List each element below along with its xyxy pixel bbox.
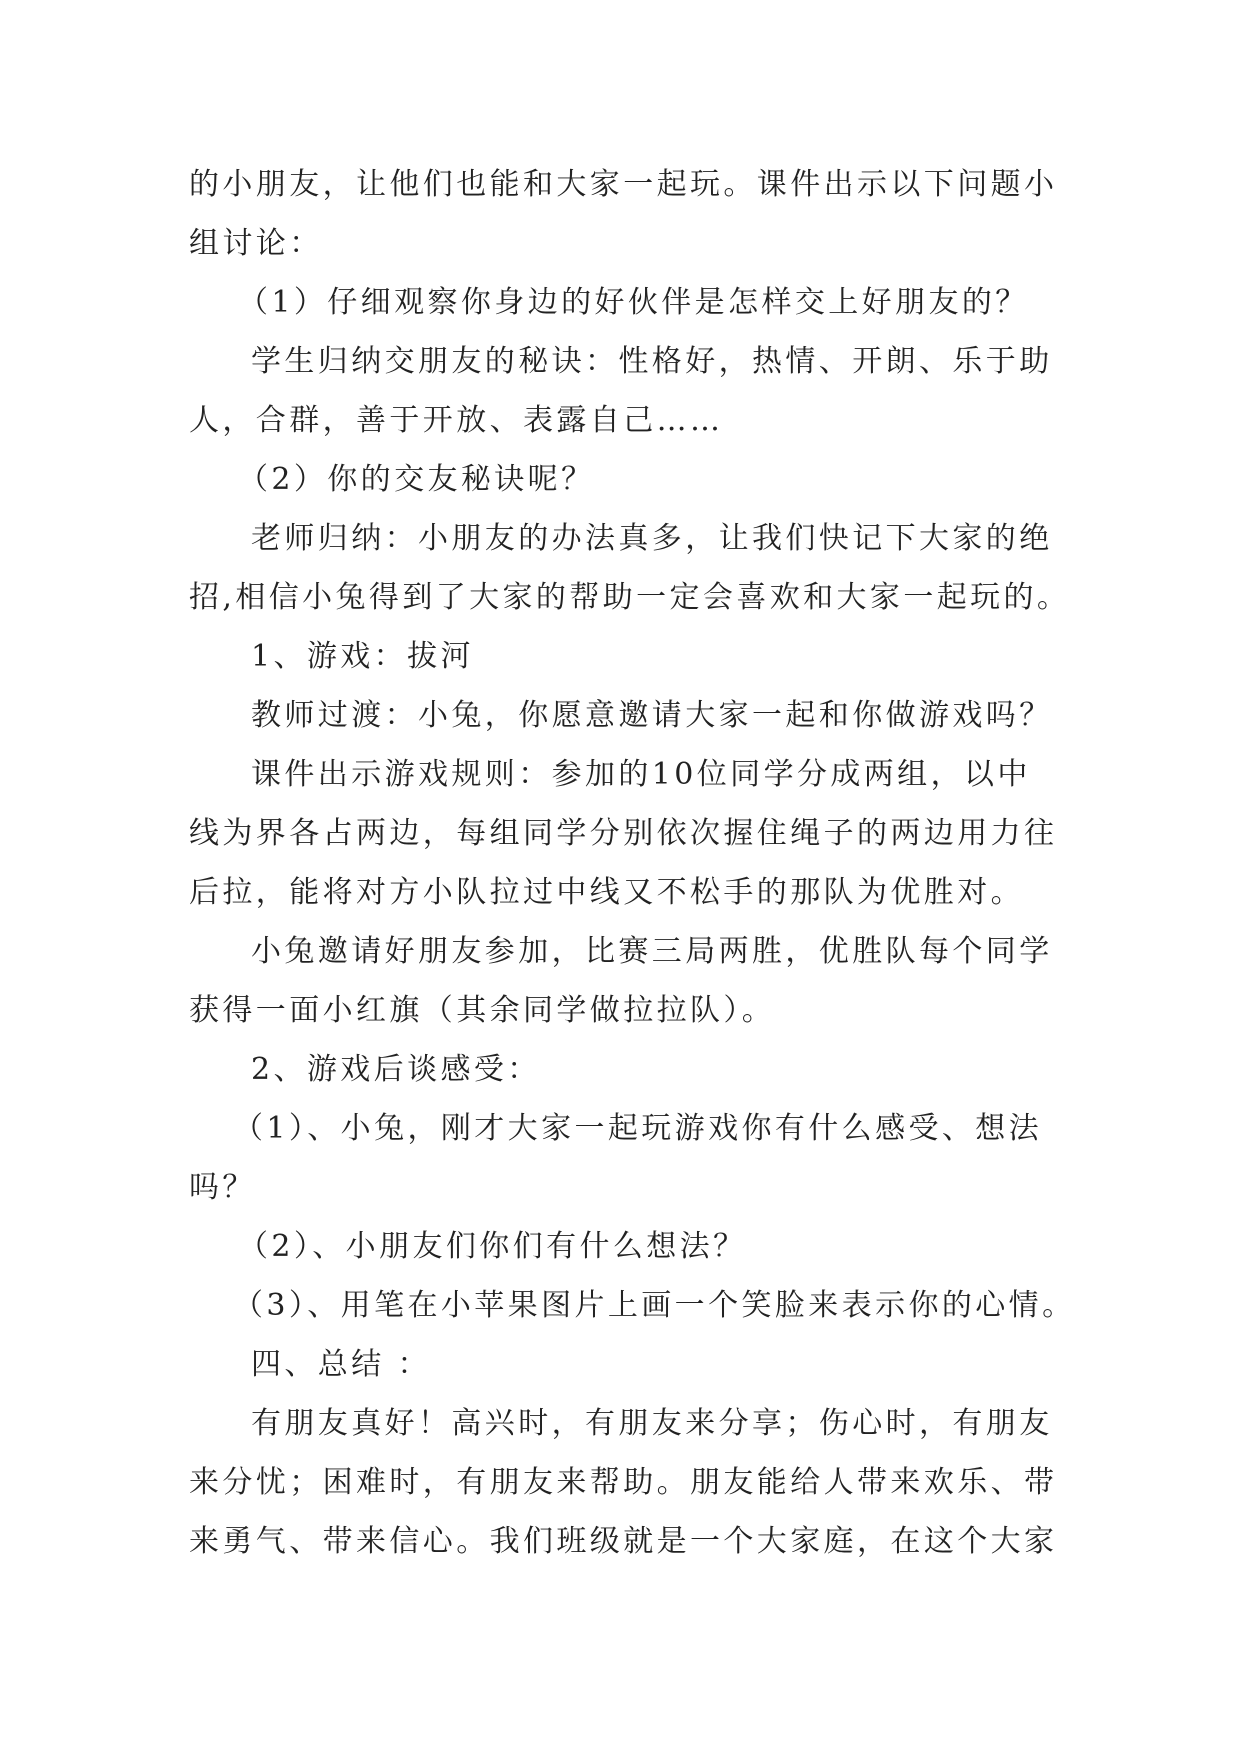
text-line-14: 小兔邀请好朋友参加，比赛三局两胜，优胜队每个同学 xyxy=(251,934,1053,969)
text-line-20: （3）、用笔在小苹果图片上画一个笑脸来表示你的心情。 xyxy=(233,1288,1076,1323)
text-line-4: 学生归纳交朋友的秘诀：性格好，热情、开朗、乐于助 xyxy=(251,344,1053,379)
text-line-18: 吗？ xyxy=(189,1170,256,1205)
text-line-9: 1、游戏：拔河 xyxy=(251,639,474,674)
text-line-24: 来勇气、带来信心。我们班级就是一个大家庭，在这个大家 xyxy=(189,1524,1058,1559)
text-line-16: 2、游戏后谈感受： xyxy=(251,1052,541,1087)
text-line-6: （2）你的交友秘诀呢？ xyxy=(238,462,595,497)
text-line-1: 的小朋友，让他们也能和大家一起玩。课件出示以下问题小 xyxy=(189,167,1058,202)
text-line-17: （1）、小兔，刚才大家一起玩游戏你有什么感受、想法 xyxy=(233,1111,1043,1146)
text-line-21: 四、总结 ： xyxy=(251,1347,431,1382)
text-line-10: 教师过渡：小兔，你愿意邀请大家一起和你做游戏吗？ xyxy=(251,698,1053,733)
text-line-13: 后拉，能将对方小队拉过中线又不松手的那队为优胜对。 xyxy=(189,875,1024,910)
text-line-8: 招,相信小兔得到了大家的帮助一定会喜欢和大家一起玩的。 xyxy=(189,580,1071,615)
text-line-15: 获得一面小红旗（其余同学做拉拉队）。 xyxy=(189,993,776,1028)
document-body xyxy=(189,155,1076,1571)
text-line-11: 课件出示游戏规则：参加的10位同学分成两组，以中 xyxy=(251,757,1031,792)
text-line-2: 组讨论： xyxy=(189,226,323,261)
text-line-3: （1）仔细观察你身边的好伙伴是怎样交上好朋友的？ xyxy=(238,285,1029,320)
text-line-22: 有朋友真好！高兴时，有朋友来分享；伤心时，有朋友 xyxy=(251,1406,1053,1441)
text-line-7: 老师归纳：小朋友的办法真多，让我们快记下大家的绝 xyxy=(251,521,1053,556)
text-line-12: 线为界各占两边，每组同学分别依次握住绳子的两边用力往 xyxy=(189,816,1058,851)
text-line-23: 来分忧；困难时，有朋友来帮助。朋友能给人带来欢乐、带 xyxy=(189,1465,1058,1500)
text-line-19: （2）、小朋友们你们有什么想法？ xyxy=(238,1229,747,1264)
text-line-5: 人，合群，善于开放、表露自己…… xyxy=(189,403,724,438)
